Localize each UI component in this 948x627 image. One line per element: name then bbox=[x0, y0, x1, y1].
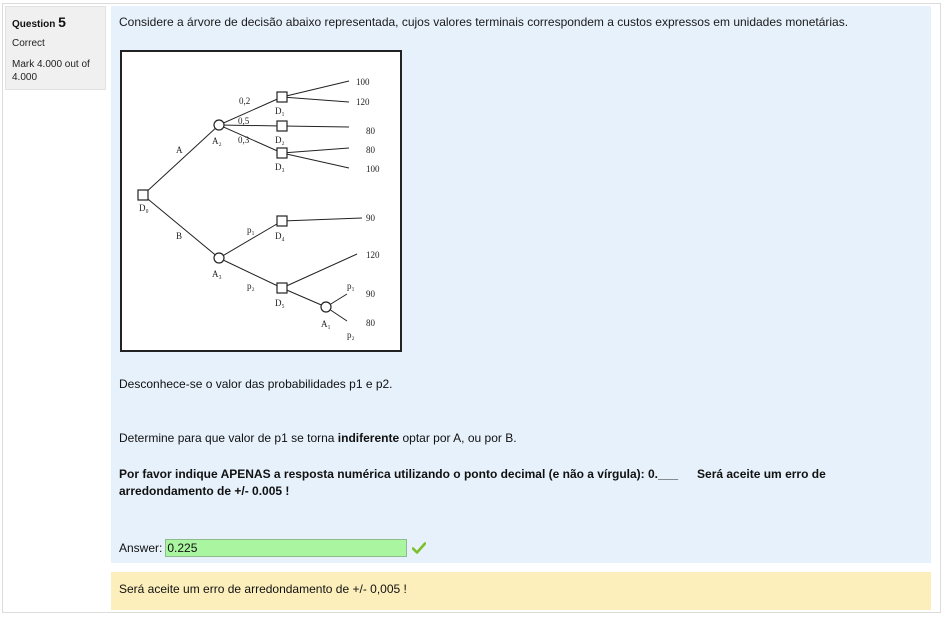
question-intro-text: Considere a árvore de decisão abaixo representada, cujos valores terminais correspondem a custos expressos em unidades monetárias. bbox=[119, 15, 849, 29]
question-number: Question 5 bbox=[12, 14, 66, 30]
node-label-A2: A₂ bbox=[212, 136, 222, 146]
decision-node-D4 bbox=[277, 216, 287, 226]
terminal-value: 80 bbox=[366, 145, 375, 155]
decision-node-D5 bbox=[277, 283, 287, 293]
decision-tree-diagram bbox=[122, 52, 400, 350]
node-label-D5: D₅ bbox=[275, 298, 285, 308]
decision-node-D2 bbox=[277, 121, 287, 131]
terminal-value: 100 bbox=[366, 164, 380, 174]
branch-label-p1-lower: p₁ bbox=[347, 281, 355, 291]
terminal-value: 80 bbox=[366, 318, 375, 328]
node-label-D2: D₂ bbox=[275, 135, 285, 145]
branch-label-B: B bbox=[176, 231, 183, 241]
question-instructions: Por favor indique APENAS a resposta numérica utilizando o ponto decimal (e não a vírgula): 0.___ Será aceite um erro de arredondamento de +/- 0.005 ! bbox=[119, 467, 826, 498]
terminal-value: 80 bbox=[366, 126, 375, 136]
branch-label-p1-upper: p₁ bbox=[247, 225, 255, 235]
answer-input[interactable] bbox=[165, 539, 407, 557]
branch-prob-0-3: 0,3 bbox=[238, 135, 250, 145]
question-container bbox=[2, 3, 941, 613]
branch-label-p2-upper: p₂ bbox=[247, 281, 255, 291]
terminal-value: 90 bbox=[366, 289, 375, 299]
decision-tree-figure bbox=[120, 50, 402, 352]
node-label-D3: D₃ bbox=[275, 162, 285, 172]
chance-node-A1 bbox=[321, 302, 331, 312]
tree-terminal-values bbox=[356, 77, 380, 328]
branch-label-p2-lower: p₂ bbox=[347, 330, 355, 340]
node-label-D4: D₄ bbox=[275, 231, 285, 241]
answer-label: Answer: bbox=[119, 541, 163, 555]
branch-prob-0-5: 0,5 bbox=[238, 116, 250, 126]
question-state: Correct bbox=[12, 38, 45, 49]
decision-node-D0 bbox=[138, 190, 148, 200]
terminal-value: 90 bbox=[366, 213, 375, 223]
node-label-D1: D₁ bbox=[275, 106, 285, 116]
question-formulation bbox=[111, 6, 931, 563]
answer-row bbox=[119, 539, 426, 557]
question-grade: Mark 4.000 out of 4.000 bbox=[12, 59, 90, 83]
terminal-value: 100 bbox=[356, 77, 370, 87]
branch-prob-0-2: 0,2 bbox=[239, 96, 251, 106]
terminal-value: 120 bbox=[366, 250, 380, 260]
chance-node-A3 bbox=[214, 253, 224, 263]
decision-node-D3 bbox=[277, 148, 287, 158]
question-unknown-text: Desconhece-se o valor das probabilidades p1 e p2. bbox=[119, 377, 393, 391]
question-number-value: 5 bbox=[58, 14, 66, 30]
question-info-panel bbox=[5, 6, 106, 90]
decision-node-D1 bbox=[277, 92, 287, 102]
check-icon bbox=[412, 541, 426, 555]
terminal-value: 120 bbox=[356, 97, 370, 107]
node-label-A1: A₁ bbox=[321, 319, 331, 329]
general-feedback: Será aceite um erro de arredondamento de +/- 0,005 ! bbox=[111, 572, 931, 610]
question-determine-text: Determine para que valor de p1 se torna indiferente optar por A, ou por B. bbox=[119, 431, 517, 445]
emphasis-indiferente: indiferente bbox=[337, 431, 400, 445]
chance-node-A2 bbox=[214, 120, 224, 130]
branch-label-A: A bbox=[176, 145, 183, 155]
node-label-D0: D₀ bbox=[139, 203, 149, 213]
node-label-A3: A₃ bbox=[212, 269, 222, 279]
tree-node-labels bbox=[139, 106, 331, 329]
